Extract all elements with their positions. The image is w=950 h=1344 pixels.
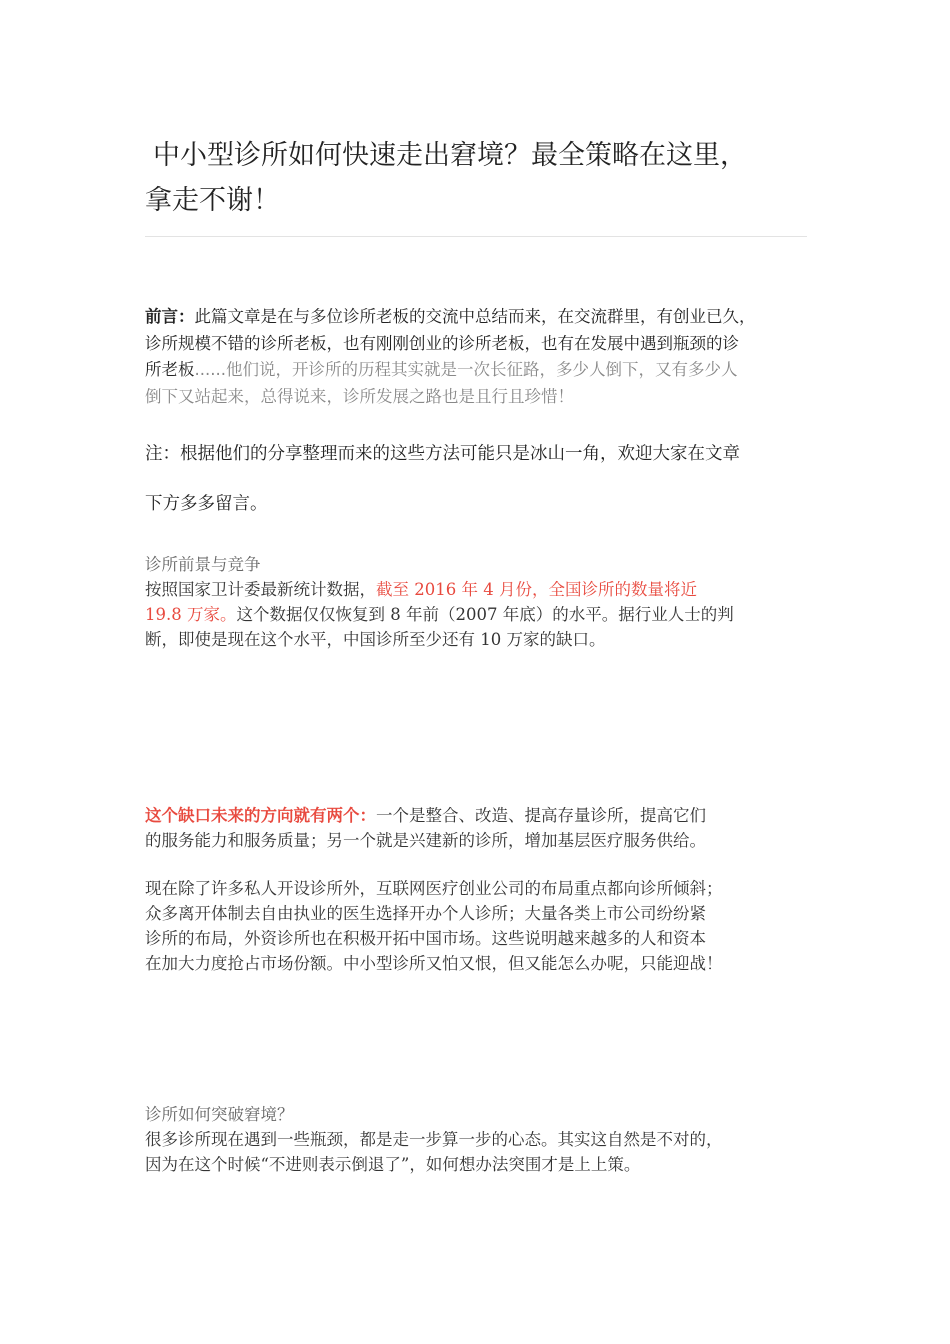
section-breakthrough-heading: 诊所如何突破窘境？ [145, 1105, 294, 1124]
preface-line-3-gray: ......他们说，开诊所的历程其实就是一次长征路，多少人倒下，又有多少人 [194, 360, 738, 379]
preface-paragraph [145, 304, 815, 410]
section-outlook-line-2-b: 这个数据仅仅恢复到 8 年前（2007 年底）的水平。据行业人士的判 [236, 605, 734, 624]
section-outlook [145, 552, 815, 652]
section-market-line-2: 众多离开体制去自由执业的医生选择开办个人诊所；大量各类上市公司纷纷紧 [145, 904, 706, 923]
preface-label: 前言： [145, 307, 195, 326]
section-outlook-line-1-highlight: 截至 2016 年 4 月份，全国诊所的数量将近 [376, 580, 697, 599]
section-outlook-line-3: 断，即使是现在这个水平，中国诊所至少还有 10 万家的缺口。 [145, 630, 606, 649]
note-line-1: 注：根据他们的分享整理而来的这些方法可能只是冰山一角，欢迎大家在文章 [145, 444, 740, 464]
preface-line-4: 倒下又站起来，总得说来，诊所发展之路也是且行且珍惜！ [145, 386, 574, 406]
section-outlook-line-1 [145, 577, 815, 602]
title-divider [145, 236, 807, 237]
title-line-1: 中小型诊所如何快速走出窘境？最全策略在这里， [153, 140, 747, 171]
title-line-2: 拿走不谢！ [145, 185, 280, 216]
section-breakthrough [145, 1102, 815, 1177]
section-direction-lead: 这个缺口未来的方向就有两个： [145, 806, 376, 825]
section-market-line-3: 诊所的布局，外资诊所也在积极开拓中国市场。这些说明越来越多的人和资本 [145, 929, 706, 948]
article-title [145, 133, 825, 223]
section-outlook-heading: 诊所前景与竞争 [145, 555, 261, 574]
preface-line-1 [145, 304, 815, 331]
section-market-line-1: 现在除了许多私人开设诊所外，互联网医疗创业公司的布局重点都向诊所倾斜； [145, 879, 723, 898]
section-direction-line-1 [145, 803, 815, 828]
section-direction [145, 803, 815, 853]
section-market [145, 876, 815, 976]
section-outlook-line-2-highlight: 19.8 万家。 [145, 605, 237, 624]
section-outlook-line-2 [145, 602, 815, 627]
section-breakthrough-line-2: 因为在这个时候“不进则表示倒退了”，如何想办法突围才是上上策。 [145, 1155, 641, 1174]
preface-line-3-dark: 所老板 [145, 360, 195, 379]
preface-line-3 [145, 357, 815, 384]
preface-line-2: 诊所规模不错的诊所老板，也有刚刚创业的诊所老板，也有在发展中遇到瓶颈的诊 [145, 333, 739, 353]
section-outlook-line-1-a: 按照国家卫计委最新统计数据， [145, 580, 376, 599]
section-direction-line-2: 的服务能力和服务质量；另一个就是兴建新的诊所，增加基层医疗服务供给。 [145, 831, 706, 850]
preface-line-1-text: 此篇文章是在与多位诊所老板的交流中总结而来，在交流群里，有创业已久， [194, 307, 756, 326]
note-paragraph [145, 440, 815, 518]
section-direction-line-1-text: 一个是整合、改造、提高存量诊所，提高它们 [376, 806, 706, 825]
note-line-2: 下方多多留言。 [145, 494, 268, 514]
section-market-line-4: 在加大力度抢占市场份额。中小型诊所又怕又恨，但又能怎么办呢，只能迎战！ [145, 954, 723, 973]
section-breakthrough-line-1: 很多诊所现在遇到一些瓶颈，都是走一步算一步的心态。其实这自然是不对的， [145, 1130, 723, 1149]
